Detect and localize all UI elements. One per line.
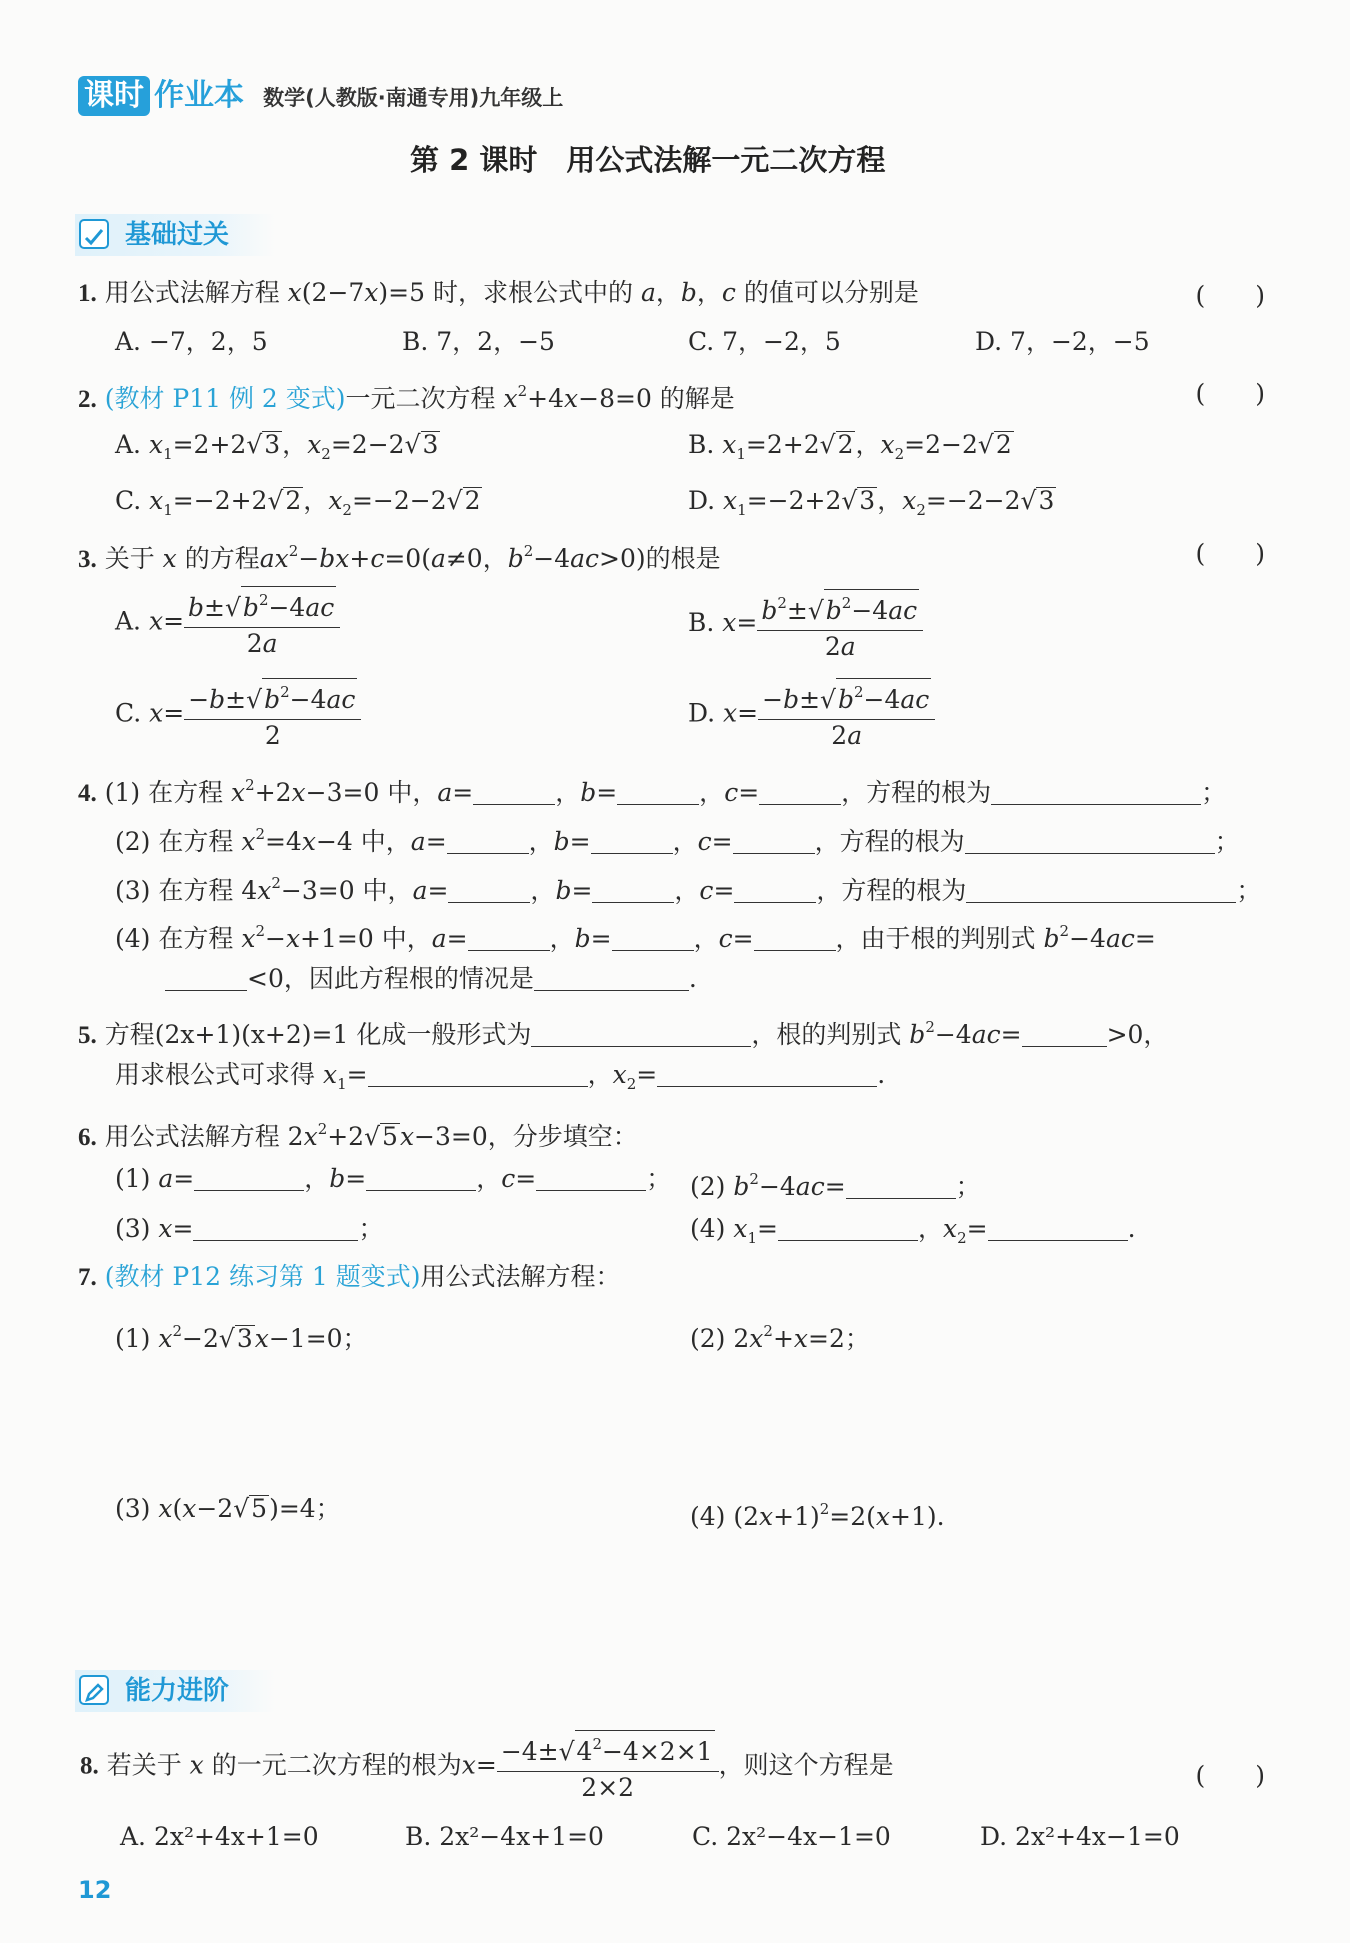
q5-text-c: 用求根公式可求得 [115, 1060, 316, 1089]
q6-x-blank[interactable] [193, 1216, 358, 1241]
q1-text-a: 用公式法解方程 [104, 278, 280, 307]
q8-text-c: ，则这个方程是 [718, 1750, 894, 1780]
q6-disc-blank[interactable] [846, 1174, 956, 1199]
header-subtitle: 数学(人教版·南通专用)九年级上 [263, 86, 564, 110]
q5-x1-blank[interactable] [368, 1062, 588, 1087]
q3-option-b: B. x= $\frac{b^2\pm√b^2-4ac}{2a}$ [688, 586, 923, 663]
q1-option-d: D. 7，−2，−5 [975, 327, 1150, 356]
q5-number: 5. [78, 1022, 97, 1049]
q6-x1-blank[interactable] [778, 1216, 918, 1241]
q4-p3-roots: ，方程的根为 [816, 876, 967, 905]
q2-option-a: A. $x_1=2+2√3$，$x_2=2-2√3$ [115, 430, 439, 463]
q2-number: 2. [78, 386, 97, 413]
q4-p3-a-blank[interactable] [448, 878, 530, 903]
q8-option-d: D. 2x²+4x−1=0 [980, 1822, 1180, 1851]
q4-p2-roots-blank[interactable] [965, 829, 1215, 854]
q4-p4-case-blank[interactable] [534, 966, 689, 991]
section-advanced [75, 1670, 275, 1712]
q5-general-form-blank[interactable] [531, 1022, 751, 1047]
q3-option-d: D. x= $\frac{-b\pm√b^2-4ac}{2a}$ [688, 678, 935, 752]
q6-s2-label: (2) [690, 1172, 726, 1201]
q6-s1-label: (1) [115, 1164, 151, 1193]
q3-text-b: 的方程 [184, 544, 260, 573]
q4-p1-roots: ，方程的根为 [841, 778, 992, 807]
q1-option-b: B. 7，2，−5 [402, 327, 555, 356]
q6-s4-label: (4) [690, 1214, 726, 1243]
q4-p1-b-blank[interactable] [617, 780, 699, 805]
logo-badge: 课时 [78, 76, 150, 116]
q4-p4-mid: 中， [381, 924, 432, 953]
q6-step2: (2) $b^2-4ac=$ ； [690, 1170, 981, 1201]
q2-stem: 2. (教材 P11 例 2 变式)一元二次方程 $x^2+4x-8=0$ 的解是 [78, 382, 735, 413]
q3-option-c: C. x= $\frac{-b\pm√b^2-4ac}{2}$ [115, 678, 361, 752]
q3-stem: 3. 关于 x 的方程$ax^2-bx+c=0(a\ne 0$，$b^2-4ac>0$)的根是 [78, 542, 721, 573]
q6-c-blank[interactable] [536, 1166, 646, 1191]
q2-answer-paren: ( ) [1195, 379, 1265, 408]
q8-number: 8. [80, 1752, 99, 1780]
q6-text-b: ，分步填空： [487, 1122, 638, 1151]
q1-option-c: C. 7，−2，5 [688, 327, 841, 356]
q4-p3-b-blank[interactable] [592, 878, 674, 903]
q5-x2-blank[interactable] [657, 1062, 877, 1087]
q4-p3-roots-blank[interactable] [966, 878, 1236, 903]
q4-p4-disc-blank[interactable] [165, 966, 247, 991]
q5-stem: 5. 方程(2x+1)(x+2)=1 化成一般形式为 ，根的判别式 $b^2-4ac= >0$， [78, 1018, 1169, 1049]
section-basic [75, 214, 275, 256]
logo-text: 作业本 [154, 78, 244, 113]
q8-text-a: 若关于 [106, 1750, 182, 1780]
q7-s2-label: (2) [690, 1324, 726, 1353]
q2-option-b: B. $x_1=2+2√2$，$x_2=2-2√2$ [688, 430, 1012, 463]
q4-p4-disc: ，由于根的判别式 [835, 924, 1036, 953]
q3-option-a: A. x= $\frac{b\pm√b^2-4ac}{2a}$ [115, 586, 340, 660]
q7-text-a: 用公式法解方程： [420, 1262, 621, 1291]
q2-option-d: D. $x_1=-2+2√3$，$x_2=-2-2√3$ [688, 486, 1055, 519]
q6-a-blank[interactable] [194, 1166, 304, 1191]
section-basic-label: 基础过关 [125, 220, 230, 250]
q1-text-c: 的值可以分别是 [743, 278, 919, 307]
q2-source: (教材 P11 例 2 变式) [104, 384, 346, 413]
q4-p2-roots: ，方程的根为 [814, 827, 965, 856]
q6-text-a: 用公式法解方程 [104, 1122, 280, 1151]
q4-part3: (3) 在方程 $4x^2-3=0$ 中，a= ，b= ，c= ，方程的根为 ； [115, 874, 1262, 905]
q4-p2-label: (2) 在方程 [115, 827, 234, 856]
q3-number: 3. [78, 546, 97, 573]
q1-number: 1. [78, 280, 97, 307]
q2-text-b: 的解是 [659, 384, 735, 413]
q4-p1-c-blank[interactable] [759, 780, 841, 805]
q8-stem: 8. 若关于 x 的一元二次方程的根为x= $\frac{-4\pm√4^2-4\times 2\times 1}{2\times 2}$ ，则这个方程是 [80, 1730, 894, 1804]
q7-source: (教材 P12 练习第 1 题变式) [104, 1262, 421, 1291]
q7-s3-label: (3) [115, 1494, 151, 1523]
q6-step1: (1) a= ，b= ，c= ； [115, 1164, 672, 1193]
q4-p1-a-blank[interactable] [473, 780, 555, 805]
q2-option-c: C. $x_1=-2+2√2$，$x_2=-2-2√2$ [115, 486, 481, 519]
q7-part2: (2) $2x^2+x=2$； [690, 1322, 870, 1353]
q4-p1-label: (1) 在方程 [104, 778, 224, 807]
q4-part4: (4) 在方程 $x^2-x+1=0$ 中，a= ，b= ，c= ，由于根的判别式 $b^2-4ac=$ [115, 922, 1156, 953]
q4-p1-mid: 中， [387, 778, 438, 807]
q7-part1: (1) $x^2-2√3x-1=0$； [115, 1322, 368, 1353]
q4-p3-mid: 中， [362, 876, 413, 905]
check-icon [79, 219, 109, 249]
q4-p3-label: (3) 在方程 [115, 876, 234, 905]
q4-p4-a-blank[interactable] [468, 926, 550, 951]
q7-part3: (3) x(x−2√5)=4； [115, 1494, 341, 1523]
q8-option-a: A. 2x²+4x+1=0 [120, 1822, 319, 1851]
q3-answer-paren: ( ) [1195, 539, 1265, 568]
q4-number: 4. [78, 780, 97, 807]
q4-p2-b-blank[interactable] [591, 829, 673, 854]
q7-s1-label: (1) [115, 1324, 151, 1353]
q3-text-c: 的根是 [645, 544, 721, 573]
q5-disc-blank[interactable] [1022, 1022, 1107, 1047]
q3-text-a: 关于 [104, 544, 155, 573]
q7-stem [78, 1260, 621, 1295]
q4-p4-c-blank[interactable] [754, 926, 836, 951]
q8-option-b: B. 2x²−4x+1=0 [405, 1822, 604, 1851]
q2-text-a: 一元二次方程 [345, 384, 496, 413]
q8-answer-paren: ( ) [1195, 1761, 1265, 1790]
q6-stem: 6. 用公式法解方程 $2x^2+2√5x-3=0$，分步填空： [78, 1120, 638, 1151]
q4-p2-c-blank[interactable] [733, 829, 815, 854]
header-logo [78, 70, 563, 116]
q8-option-c: C. 2x²−4x−1=0 [692, 1822, 891, 1851]
q6-number: 6. [78, 1124, 97, 1151]
q6-step3: (3) x= ； [115, 1214, 384, 1243]
page-number: 12 [78, 1876, 112, 1904]
q1-stem: 1. 用公式法解方程 x(2−7x)=5 时，求根公式中的 a，b，c 的值可以分别是 [78, 278, 919, 307]
q4-part2: (2) 在方程 $x^2=4x-4$ 中，a= ，b= ，c= ，方程的根为 ； [115, 825, 1240, 856]
q4-part1: 4. (1) 在方程 $x^2+2x-3=0$ 中，a= ，b= ，c= ，方程的根为 ； [78, 776, 1227, 807]
q8-text-b: 的一元二次方程的根为 [211, 1750, 462, 1780]
q7-s4-label: (4) [690, 1502, 726, 1531]
section-advanced-label: 能力进阶 [125, 1676, 230, 1706]
page-title: 第 2 课时 用公式法解一元二次方程 [410, 143, 886, 177]
q7-part4: (4) $(2x+1)^2=2(x+1)$. [690, 1500, 945, 1531]
q6-x2-blank[interactable] [988, 1216, 1128, 1241]
q4-p4-b-blank[interactable] [612, 926, 694, 951]
q4-p1-roots-blank[interactable] [991, 780, 1201, 805]
q4-part4-cont: <0，因此方程根的情况是 . [165, 962, 697, 996]
q4-p4-label: (4) 在方程 [115, 924, 234, 953]
q5-text-a: 方程(2x+1)(x+2)=1 化成一般形式为 [104, 1020, 532, 1049]
q6-step4: (4) $x_1=$ ，$x_2=$ . [690, 1214, 1136, 1247]
q1-text-b: 时，求根公式中的 [432, 278, 633, 307]
q1-answer-paren: ( ) [1195, 281, 1265, 310]
q6-s3-label: (3) [115, 1214, 151, 1243]
q4-p4-tail: <0，因此方程根的情况是 [247, 964, 534, 993]
q4-p2-a-blank[interactable] [447, 829, 529, 854]
q4-p3-c-blank[interactable] [734, 878, 816, 903]
pencil-icon [79, 1675, 109, 1705]
q5-text-b: ，根的判别式 [751, 1020, 902, 1049]
q1-option-a: A. −7，2，5 [115, 327, 268, 356]
q6-b-blank[interactable] [366, 1166, 476, 1191]
q7-number: 7. [78, 1264, 97, 1291]
q5-cont: 用求根公式可求得 $x_1=$ ，$x_2=$ . [115, 1060, 886, 1093]
q4-p2-mid: 中， [360, 827, 411, 856]
